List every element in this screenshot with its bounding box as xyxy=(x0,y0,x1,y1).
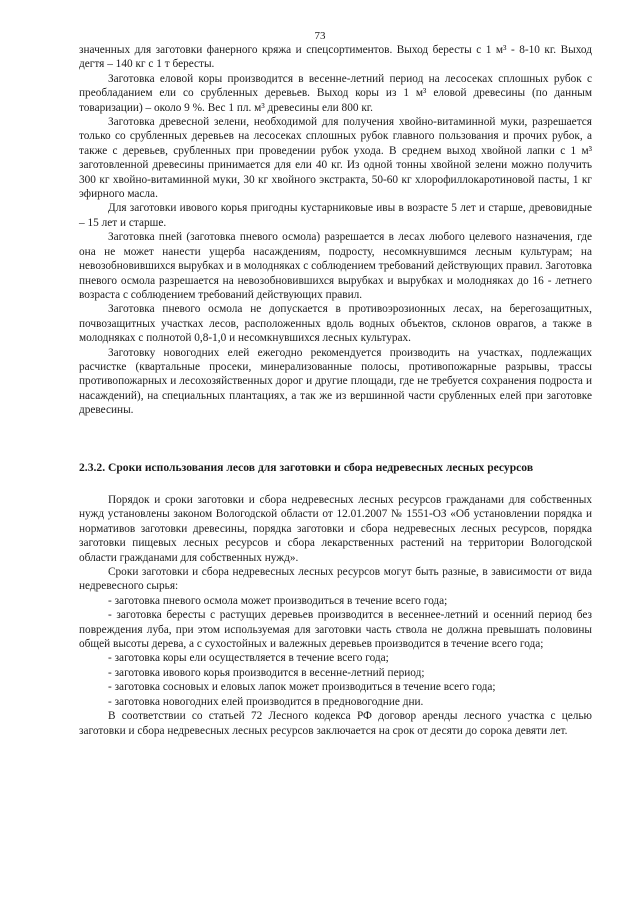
page-number: 73 xyxy=(314,30,326,42)
list-item: - заготовка коры ели осуществляется в течение всего года; xyxy=(108,652,389,665)
paragraph: значенных для заготовки фанерного кряжа и спецсортиментов. Выход бересты с 1 м³ - 8-10 кг. Выход дегтя – 140 кг с 1 т бересты. xyxy=(79,44,592,71)
text-block-top xyxy=(79,43,592,418)
list-item: - заготовка ивового корья производится в весенне-летний период; xyxy=(108,666,425,679)
paragraph: Порядок и сроки заготовки и сбора недревесных лесных ресурсов гражданами для собственных нужд установлены законом Вологодской области от 12.01.2007 № 1551-ОЗ «Об установлении порядка и нормативов заготовки древесины, порядка заготовки и сбора недревесных лесных ресурсов, порядка заготовки пищевых лесных ресурсов и сбора лекарственных растений на территории Вологодской области гражданами для собственных нужд». xyxy=(79,494,592,564)
paragraph: В соответствии со статьей 72 Лесного кодекса РФ договор аренды лесного участка с целью заготовки и сбора недревесных лесных ресурсов заключается на срок от десяти до сорока девяти лет. xyxy=(79,710,592,737)
section-heading: 2.3.2. Сроки использования лесов для заготовки и сбора недревесных лесных ресурсов xyxy=(79,461,534,474)
list-item: - заготовка новогодних елей производится в предновогодние дни. xyxy=(108,695,424,708)
paragraph: Сроки заготовки и сбора недревесных лесных ресурсов могут быть разные, в зависимости от вида недревесного сырья: xyxy=(79,566,592,593)
paragraph: Для заготовки ивового корья пригодны кустарниковые ивы в возрасте 5 лет и старше, древовидные – 15 лет и старше. xyxy=(79,202,592,229)
paragraph: Заготовка пней (заготовка пневого осмола) разрешается в лесах любого целевого назначения, где она не может нанести ущерба насаждениям, подросту, несомкнувшимся лесным культурам; на невозобновившихся вырубках и в молодняках с соблюдением требований действующих правил. Заготовка пневого осмола разрешается на невозобновившихся вырубках и вырубках и молодняках до 16 - летнего возраста с соблюдением требований действующих правил. xyxy=(79,231,592,301)
text-block-bottom xyxy=(79,493,592,738)
paragraph: Заготовку новогодних елей ежегодно рекомендуется производить на участках, подлежащих расчистке (квартальные просеки, минерализованные полосы, противопожарные разрывы, трассы противопожарных и лесохозяйственных дорог и другие площади, где не требуется сохранения подроста и насаждений), на специальных плантациях, а так же из вершинной части срубленных елей при заготовке древесины. xyxy=(79,346,592,417)
list-item: - заготовка сосновых и еловых лапок может производиться в течение всего года; xyxy=(108,681,496,694)
list-item: - заготовка бересты с растущих деревьев производится в весеннее-летний и осенний период без повреждения луба, при этом используемая для заготовки часть ствола не должна превышать половины общей высоты дерева, а с сухостойных и валежных деревьев производится в течение всего года; xyxy=(79,609,592,651)
paragraph: Заготовка пневого осмола не допускается в противоэрозионных лесах, на берегозащитных, почвозащитных участках лесов, расположенных вдоль водных объектов, склонов оврагов, а также в молодняках с полнотой 0,8-1,0 и несомкнувшихся лесных культурах. xyxy=(79,303,592,345)
paragraph: Заготовка древесной зелени, необходимой для получения хвойно-витаминной муки, разрешается только со срубленных деревьев на лесосеках сплошных рубок главного пользования и прочих рубок, а также с деревьев, срубленных при проведении рубок ухода. В среднем выход хвойной лапки с 1 м³ заготовленной древесины принимается для ели 40 кг. Из одной тонны хвойной зелени можно получить 300 кг хвойно-витаминной муки, 30 кг хвойного экстракта, 50-60 кг хлорофиллокаротиновой пасты, 1 кг эфирного масла. xyxy=(79,116,592,201)
list-item: - заготовка пневого осмола может производиться в течение всего года; xyxy=(108,594,448,607)
paragraph: Заготовка еловой коры производится в весенне-летний период на лесосеках сплошных рубок с преобладанием ели со срубленных деревьев. Выход коры из 1 м³ еловой древесины (по данным товаризации) – около 9 %. Вес 1 пл. м³ древесины ели 800 кг. xyxy=(79,72,592,114)
